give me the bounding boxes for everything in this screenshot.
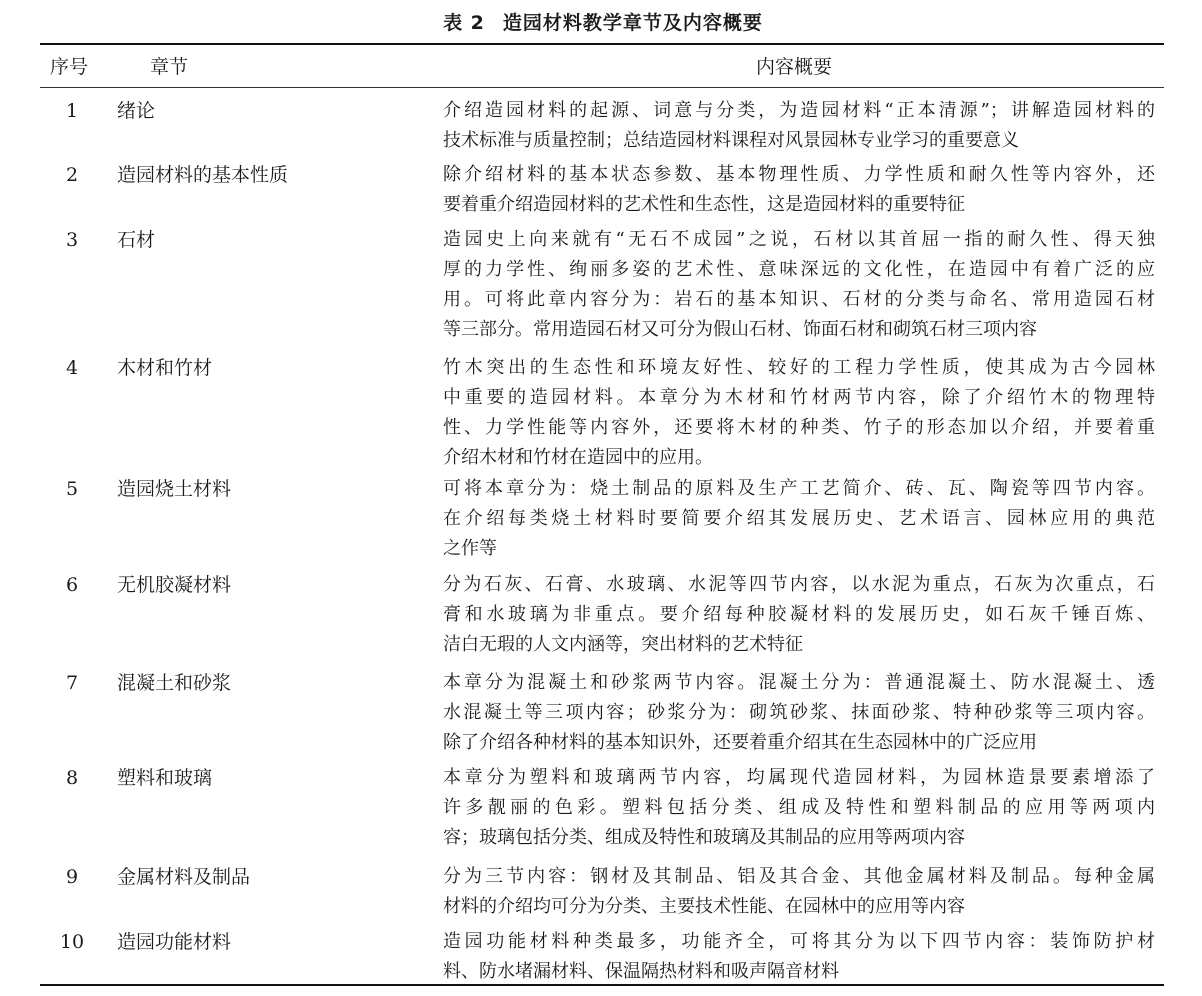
row-number: 4	[65, 357, 79, 379]
row-number: 6	[65, 574, 79, 596]
row-content-summary	[443, 160, 1155, 220]
header-number: 序号	[50, 56, 89, 78]
row-number: 5	[65, 478, 79, 500]
row-number: 10	[59, 931, 85, 953]
content-line: 介绍造园材料的起源、词意与分类，为造园材料“正本清源”；讲解造园材料的	[443, 100, 1155, 121]
row-chapter: 造园材料的基本性质	[117, 164, 289, 186]
content-line: 洁白无瑕的人文内涵等，突出材料的艺术特征	[443, 634, 803, 655]
header-content-summary: 内容概要	[756, 56, 833, 78]
row-chapter: 无机胶凝材料	[117, 574, 232, 596]
row-number: 9	[65, 866, 79, 888]
table-bottom-rule	[40, 984, 1164, 986]
row-number: 3	[65, 229, 79, 251]
content-line: 中重要的造园材料。本章分为木材和竹材两节内容，除了介绍竹木的物理特	[443, 387, 1155, 408]
row-number: 7	[65, 672, 79, 694]
table-caption: 造园材料教学章节及内容概要	[502, 12, 763, 34]
content-line: 许多靓丽的色彩。塑料包括分类、组成及特性和塑料制品的应用等两项内	[443, 797, 1155, 818]
content-line: 料、防水堵漏材料、保温隔热材料和吸声隔音材料	[443, 961, 839, 982]
row-chapter: 金属材料及制品	[117, 866, 251, 888]
row-content-summary	[443, 225, 1155, 345]
row-content-summary	[443, 862, 1155, 922]
row-content-summary	[443, 353, 1155, 473]
table-top-rule	[40, 43, 1164, 45]
content-line: 造园功能材料种类最多，功能齐全，可将其分为以下四节内容：装饰防护材	[443, 931, 1155, 952]
row-content-summary	[443, 570, 1155, 660]
table-header-rule	[40, 87, 1164, 88]
row-content-summary	[443, 96, 1155, 156]
content-line: 要着重介绍造园材料的艺术性和生态性，这是造园材料的重要特征	[443, 194, 965, 215]
content-line: 水混凝土等三项内容；砂浆分为：砌筑砂浆、抹面砂浆、特种砂浆等三项内容。	[443, 702, 1155, 723]
row-number: 8	[65, 767, 79, 789]
row-chapter: 木材和竹材	[117, 357, 213, 379]
row-chapter: 混凝土和砂浆	[117, 672, 232, 694]
content-line: 性、力学性能等内容外，还要将木材的种类、竹子的形态加以介绍，并要着重	[443, 417, 1155, 438]
row-content-summary	[443, 474, 1155, 564]
row-chapter: 石材	[117, 229, 156, 251]
row-chapter: 绪论	[117, 100, 156, 122]
content-line: 可将本章分为：烧土制品的原料及生产工艺简介、砖、瓦、陶瓷等四节内容。	[443, 478, 1155, 499]
header-chapter: 章节	[150, 56, 189, 78]
row-content-summary	[443, 927, 1155, 987]
content-line: 除介绍材料的基本状态参数、基本物理性质、力学性质和耐久性等内容外，还	[443, 164, 1155, 185]
content-line: 材料的介绍均可分为分类、主要技术性能、在园林中的应用等内容	[443, 896, 965, 917]
content-line: 容；玻璃包括分类、组成及特性和玻璃及其制品的应用等两项内容	[443, 827, 965, 848]
content-line: 本章分为塑料和玻璃两节内容，均属现代造园材料，为园林造景要素增添了	[443, 767, 1155, 788]
row-chapter: 造园烧土材料	[117, 478, 232, 500]
content-line: 膏和水玻璃为非重点。要介绍每种胶凝材料的发展历史，如石灰千锤百炼、	[443, 604, 1155, 625]
content-line: 造园史上向来就有“无石不成园”之说，石材以其首屈一指的耐久性、得天独	[443, 229, 1155, 250]
row-chapter: 造园功能材料	[117, 931, 232, 953]
row-number: 2	[65, 164, 79, 186]
row-number: 1	[65, 100, 79, 122]
table-number: 表 2	[443, 12, 485, 34]
content-line: 竹木突出的生态性和环境友好性、较好的工程力学性质，使其成为古今园林	[443, 357, 1155, 378]
content-line: 分为石灰、石膏、水玻璃、水泥等四节内容，以水泥为重点，石灰为次重点，石	[443, 574, 1155, 595]
row-content-summary	[443, 763, 1155, 853]
row-chapter: 塑料和玻璃	[117, 767, 213, 789]
content-line: 本章分为混凝土和砂浆两节内容。混凝土分为：普通混凝土、防水混凝土、透	[443, 672, 1155, 693]
table-title	[0, 10, 1202, 36]
content-line: 等三部分。常用造园石材又可分为假山石材、饰面石材和砌筑石材三项内容	[443, 319, 1037, 340]
row-content-summary	[443, 668, 1155, 758]
content-line: 分为三节内容：钢材及其制品、铝及其合金、其他金属材料及制品。每种金属	[443, 866, 1155, 887]
content-line: 用。可将此章内容分为：岩石的基本知识、石材的分类与命名、常用造园石材	[443, 289, 1155, 310]
content-line: 在介绍每类烧土材料时要简要介绍其发展历史、艺术语言、园林应用的典范	[443, 508, 1155, 529]
content-line: 技术标准与质量控制；总结造园材料课程对风景园林专业学习的重要意义	[443, 130, 1019, 151]
content-line: 厚的力学性、绚丽多姿的艺术性、意味深远的文化性，在造园中有着广泛的应	[443, 259, 1155, 280]
content-line: 介绍木材和竹材在造园中的应用。	[443, 447, 713, 468]
content-line: 除了介绍各种材料的基本知识外，还要着重介绍其在生态园林中的广泛应用	[443, 732, 1037, 753]
content-line: 之作等	[443, 538, 497, 559]
